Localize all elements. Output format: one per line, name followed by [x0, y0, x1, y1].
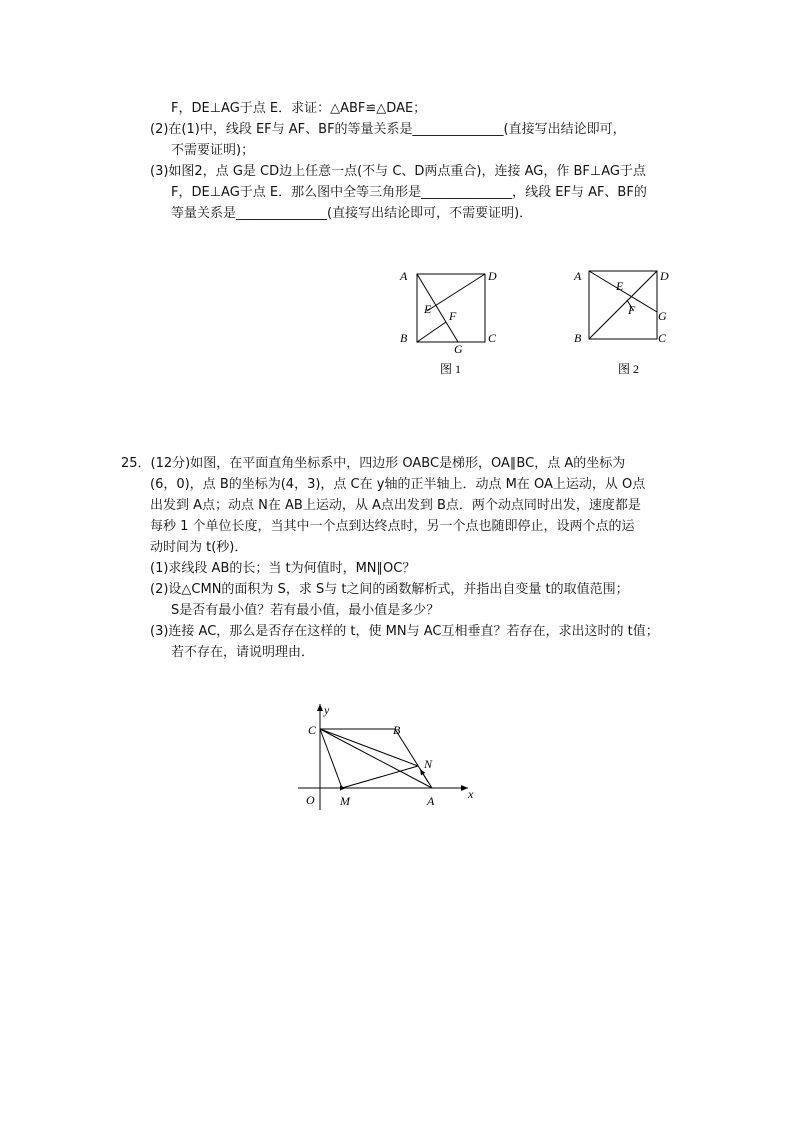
label-c: C [308, 723, 317, 737]
label-m: M [340, 794, 350, 808]
label-n: N [424, 757, 433, 771]
fig2-caption: 图 2 [618, 362, 640, 376]
fig1-label-g: G [454, 342, 463, 356]
q25-line3: 出发到 A点；动点 N在 AB上运动，从 A点出发到 B点．两个动点同时出发，速度都是 [150, 498, 641, 513]
fig1-label-a: A [400, 269, 408, 283]
fig1-caption: 图 1 [440, 362, 462, 376]
q24-part3-line1: (3)如图2，点 G是 CD边上任意一点(不与 C、D两点重合)，连接 AG，作 BF⊥AG于点 [150, 164, 646, 179]
fig1-line-bf [417, 322, 446, 342]
q24-part3-line2: F，DE⊥AG于点 E．那么图中全等三角形是______________，线段 EF与 AF、BF的 [171, 185, 647, 200]
label-x: x [468, 787, 474, 801]
q25-sub3-line2: 若不存在，请说明理由． [171, 645, 315, 660]
segment-cm [320, 729, 342, 788]
figure-2 [562, 262, 682, 382]
label-a: A [427, 794, 435, 808]
q25-line5: 动时间为 t(秒)． [150, 540, 248, 555]
fig1-line-de [427, 274, 485, 311]
fig2-label-d: D [660, 269, 669, 283]
q25-line1: 25．(12分)如图，在平面直角坐标系中，四边形 OABC是梯形，OA∥BC，点 A的坐标为 [121, 456, 626, 471]
q25-sub3-line1: (3)连接 AC，那么是否存在这样的 t，使 MN与 AC互相垂直？若存在，求出这时的 t值； [150, 624, 659, 639]
q25-line4: 每秒 1 个单位长度，当其中一个点到达终点时，另一个点也随即停止，设两个点的运 [150, 519, 635, 534]
fig1-label-b: B [400, 331, 408, 345]
fig1-label-f: F [449, 309, 457, 323]
segment-cn [320, 729, 418, 766]
fig2-label-g: G [658, 309, 667, 323]
fig2-label-a: A [574, 269, 582, 283]
fig1-label-d: D [488, 269, 497, 283]
q24-part3-line3: 等量关系是______________(直接写出结论即可，不需要证明)． [171, 206, 533, 221]
fig2-label-f: F [628, 303, 636, 317]
q25-line2: (6，0)，点 B的坐标为(4，3)，点 C在 y轴的正半轴上．动点 M在 OA上运动，从 O点 [150, 477, 646, 492]
q24-part2-line1: (2)在(1)中，线段 EF与 AF、BF的等量关系是______________(直接写出结论即可， [150, 122, 626, 137]
label-y: y [324, 703, 330, 717]
q24-part2-line2: 不需要证明)； [171, 143, 255, 158]
q25-sub1: (1)求线段 AB的长；当 t为何值时，MN∥OC？ [150, 561, 416, 576]
q25-sub2-line1: (2)设△CMN的面积为 S，求 S与 t之间的函数解析式，并指出自变量 t的取值范围； [150, 582, 629, 597]
q24-line1: F，DE⊥AG于点 E．求证：△ABF≌△DAE； [171, 101, 427, 116]
label-b: B [393, 723, 401, 737]
fig2-label-e: E [616, 279, 624, 293]
fig1-label-c: C [488, 331, 497, 345]
label-o: O [306, 793, 315, 807]
figure-1 [390, 262, 510, 382]
segment-ca [320, 729, 432, 788]
figure-q25 [290, 698, 490, 818]
segment-mn [342, 766, 418, 788]
fig2-label-b: B [574, 331, 582, 345]
q25-sub2-line2: S是否有最小值？若有最小值，最小值是多少？ [171, 603, 440, 618]
fig1-label-e: E [424, 302, 432, 316]
fig2-label-c: C [658, 331, 667, 345]
